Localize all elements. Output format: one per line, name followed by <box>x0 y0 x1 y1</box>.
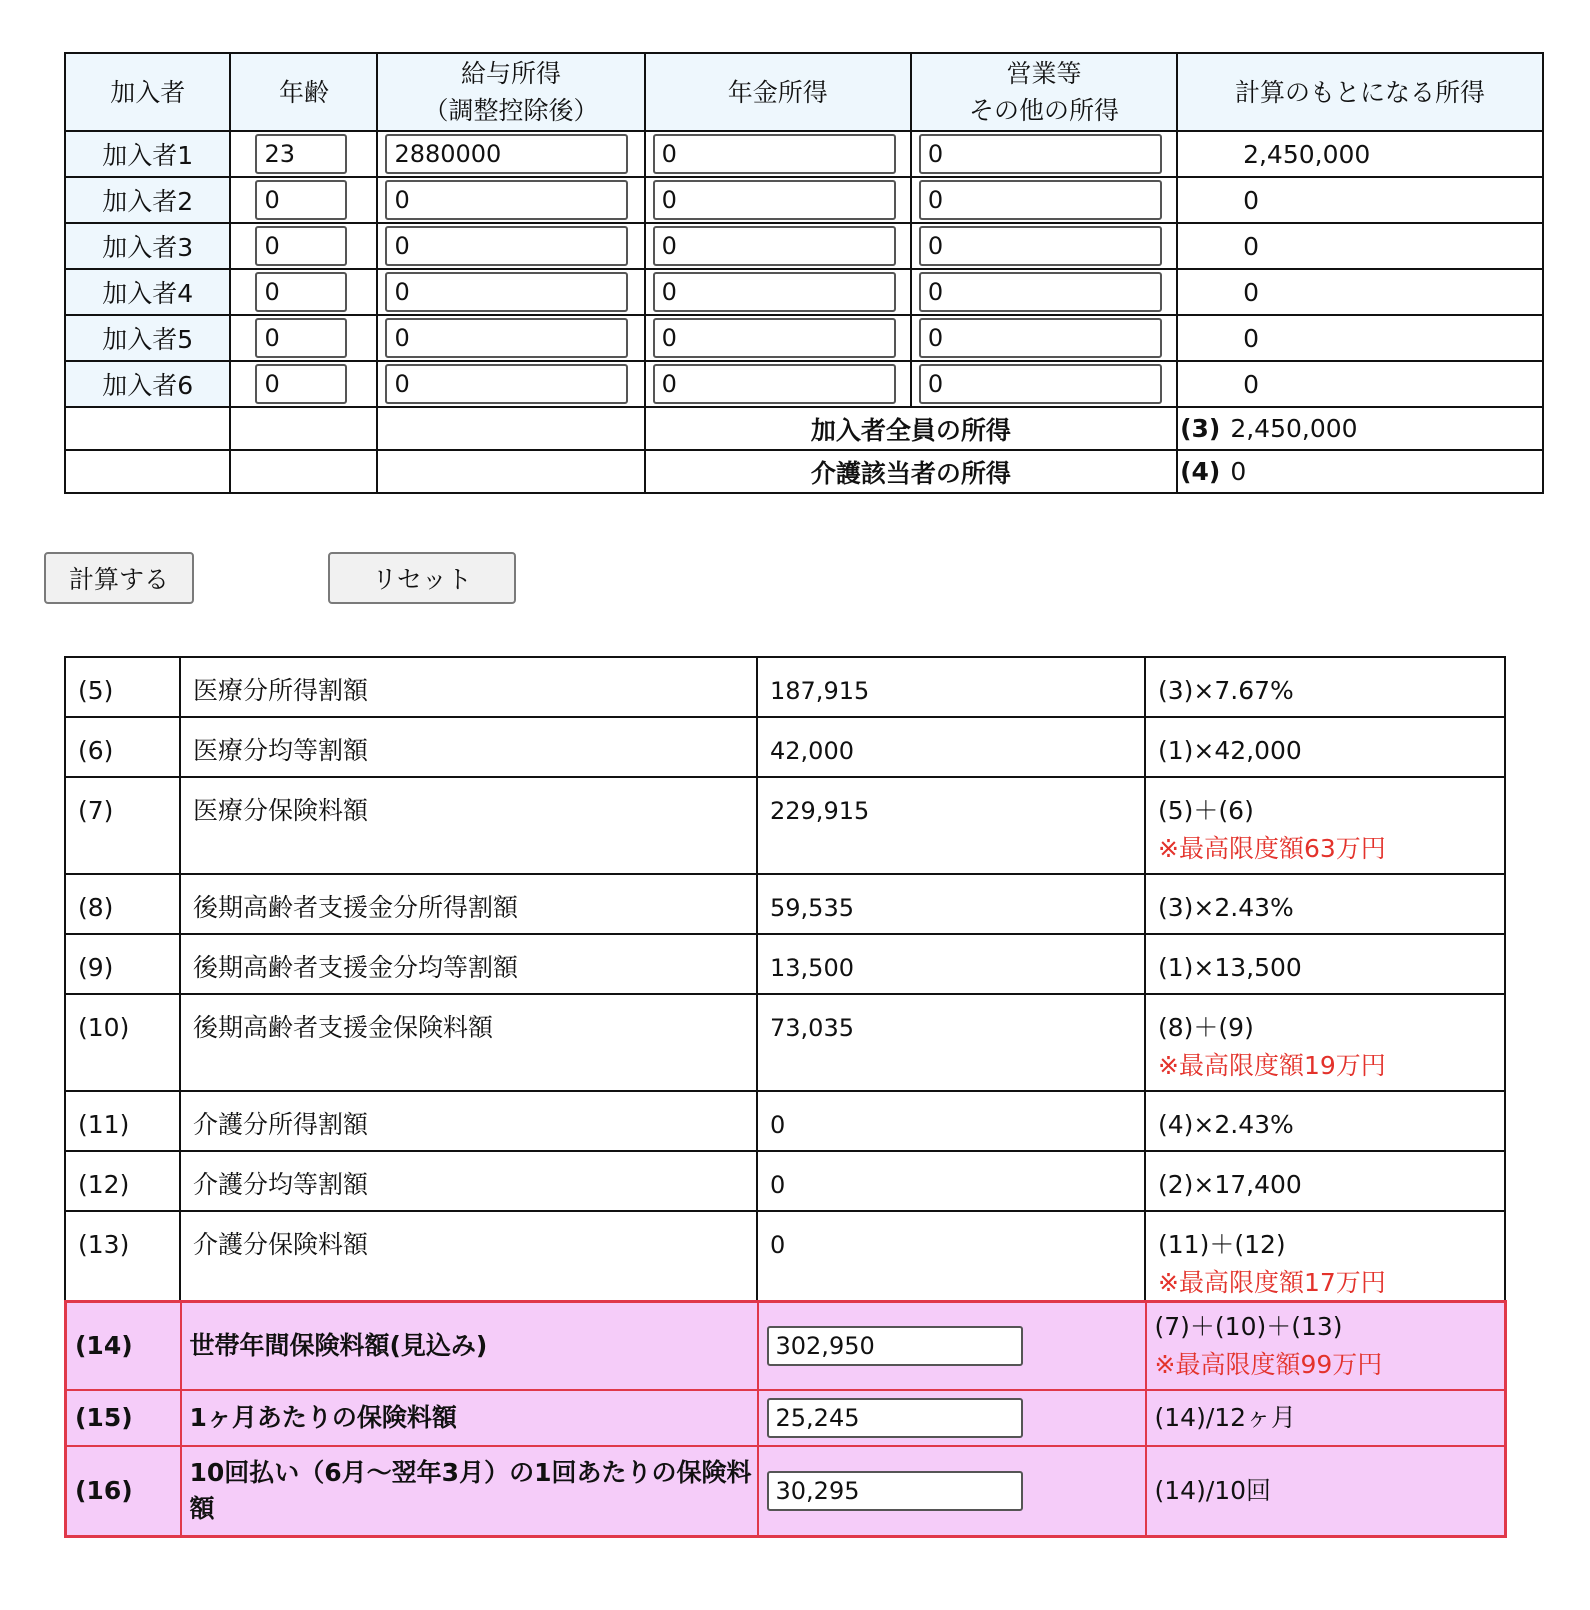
summary-label: 10回払い（6月～翌年3月）の1回あたりの保険料額 <box>181 1446 758 1537</box>
summary-value-cell <box>758 1390 1146 1446</box>
summary-label: 世帯年間保険料額(見込み) <box>181 1302 758 1391</box>
base-income-value: 0 <box>1177 315 1543 361</box>
total-label: 加入者全員の所得 <box>645 407 1177 450</box>
base-income-value: 2,450,000 <box>1177 131 1543 177</box>
result-formula-cell <box>1145 777 1505 874</box>
result-label: 医療分均等割額 <box>180 717 757 777</box>
result-formula: (2)×17,400 <box>1158 1170 1302 1199</box>
annual-premium-output[interactable] <box>767 1326 1023 1366</box>
salary-input[interactable] <box>385 364 628 404</box>
header-member: 加入者 <box>65 53 230 131</box>
member-name: 加入者1 <box>65 131 230 177</box>
total-row-care <box>65 450 1543 493</box>
pension-input[interactable] <box>653 364 896 404</box>
member-row <box>65 131 1543 177</box>
result-value: 229,915 <box>757 777 1145 874</box>
salary-input[interactable] <box>385 272 628 312</box>
salary-input[interactable] <box>385 180 628 220</box>
result-value: 187,915 <box>757 657 1145 717</box>
total-value-cell <box>1177 450 1543 493</box>
pension-input[interactable] <box>653 272 896 312</box>
empty-cell <box>377 450 644 493</box>
result-number: (13) <box>65 1211 180 1308</box>
summary-formula: (7)＋(10)＋(13) <box>1154 1312 1343 1341</box>
result-label: 介護分保険料額 <box>180 1211 757 1308</box>
age-input[interactable] <box>255 318 347 358</box>
header-business-income: 営業等 その他の所得 <box>911 53 1177 131</box>
limit-note: ※最高限度額99万円 <box>1154 1350 1383 1379</box>
monthly-premium-output[interactable] <box>767 1398 1023 1438</box>
summary-formula-cell <box>1146 1446 1506 1537</box>
total-value: 0 <box>1230 457 1247 486</box>
result-value: 42,000 <box>757 717 1145 777</box>
result-number: (9) <box>65 934 180 994</box>
age-input[interactable] <box>255 134 347 174</box>
result-value: 0 <box>757 1151 1145 1211</box>
result-row <box>65 1091 1505 1151</box>
summary-row <box>66 1446 1506 1537</box>
summary-number: (15) <box>66 1390 181 1446</box>
income-header-row <box>65 53 1543 131</box>
pension-input[interactable] <box>653 180 896 220</box>
result-number: (8) <box>65 874 180 934</box>
member-row <box>65 269 1543 315</box>
result-formula: (4)×2.43% <box>1158 1110 1294 1139</box>
result-value: 59,535 <box>757 874 1145 934</box>
summary-number: (14) <box>66 1302 181 1391</box>
result-value: 0 <box>757 1091 1145 1151</box>
empty-cell <box>65 407 230 450</box>
result-label: 後期高齢者支援金保険料額 <box>180 994 757 1091</box>
business-input[interactable] <box>919 318 1162 358</box>
result-row <box>65 777 1505 874</box>
result-label: 後期高齢者支援金分均等割額 <box>180 934 757 994</box>
limit-note: ※最高限度額19万円 <box>1158 1051 1386 1080</box>
summary-table <box>64 1300 1507 1538</box>
result-row <box>65 934 1505 994</box>
summary-value-cell <box>758 1446 1146 1537</box>
age-input[interactable] <box>255 272 347 312</box>
summary-value-cell <box>758 1302 1146 1391</box>
result-row <box>65 657 1505 717</box>
member-name: 加入者6 <box>65 361 230 407</box>
result-formula: (5)＋(6) <box>1158 796 1254 825</box>
total-value: 2,450,000 <box>1230 414 1358 443</box>
salary-input[interactable] <box>385 226 628 266</box>
summary-formula: (14)/10回 <box>1154 1476 1272 1505</box>
total-value-cell <box>1177 407 1543 450</box>
base-income-value: 0 <box>1177 223 1543 269</box>
business-input[interactable] <box>919 226 1162 266</box>
result-number: (12) <box>65 1151 180 1211</box>
income-table <box>64 52 1544 494</box>
business-input[interactable] <box>919 272 1162 312</box>
base-income-value: 0 <box>1177 269 1543 315</box>
result-number: (10) <box>65 994 180 1091</box>
limit-note: ※最高限度額17万円 <box>1158 1268 1386 1297</box>
result-formula-cell <box>1145 1151 1505 1211</box>
result-label: 介護分所得割額 <box>180 1091 757 1151</box>
result-label: 医療分所得割額 <box>180 657 757 717</box>
result-row <box>65 1211 1505 1308</box>
result-formula-cell <box>1145 1211 1505 1308</box>
result-row <box>65 874 1505 934</box>
pension-input[interactable] <box>653 134 896 174</box>
summary-number: (16) <box>66 1446 181 1537</box>
result-formula: (3)×7.67% <box>1158 676 1294 705</box>
header-pension-income: 年金所得 <box>645 53 911 131</box>
result-number: (11) <box>65 1091 180 1151</box>
result-value: 13,500 <box>757 934 1145 994</box>
empty-cell <box>65 450 230 493</box>
empty-cell <box>230 407 377 450</box>
member-row <box>65 361 1543 407</box>
header-age: 年齢 <box>230 53 377 131</box>
result-formula-cell <box>1145 657 1505 717</box>
salary-input[interactable] <box>385 318 628 358</box>
summary-label: 1ヶ月あたりの保険料額 <box>181 1390 758 1446</box>
result-formula: (8)＋(9) <box>1158 1013 1254 1042</box>
member-name: 加入者2 <box>65 177 230 223</box>
result-formula: (1)×13,500 <box>1158 953 1302 982</box>
pension-input[interactable] <box>653 226 896 266</box>
base-income-value: 0 <box>1177 177 1543 223</box>
result-table <box>64 656 1506 1309</box>
result-value: 0 <box>757 1211 1145 1308</box>
member-row <box>65 223 1543 269</box>
total-tag: (4) <box>1180 457 1221 486</box>
result-formula-cell <box>1145 717 1505 777</box>
pension-input[interactable] <box>653 318 896 358</box>
empty-cell <box>377 407 644 450</box>
result-label: 後期高齢者支援金分所得割額 <box>180 874 757 934</box>
result-formula-cell <box>1145 1091 1505 1151</box>
result-formula-cell <box>1145 874 1505 934</box>
header-salary-income: 給与所得 （調整控除後） <box>377 53 644 131</box>
total-label: 介護該当者の所得 <box>645 450 1177 493</box>
empty-cell <box>230 450 377 493</box>
result-label: 医療分保険料額 <box>180 777 757 874</box>
result-formula: (11)＋(12) <box>1158 1230 1286 1259</box>
member-name: 加入者5 <box>65 315 230 361</box>
result-number: (7) <box>65 777 180 874</box>
result-formula: (3)×2.43% <box>1158 893 1294 922</box>
age-input[interactable] <box>255 226 347 266</box>
result-formula: (1)×42,000 <box>1158 736 1302 765</box>
result-row <box>65 717 1505 777</box>
summary-formula: (14)/12ヶ月 <box>1154 1403 1297 1432</box>
business-input[interactable] <box>919 180 1162 220</box>
salary-input[interactable] <box>385 134 628 174</box>
base-income-value: 0 <box>1177 361 1543 407</box>
total-row-all <box>65 407 1543 450</box>
result-row <box>65 1151 1505 1211</box>
result-formula-cell <box>1145 994 1505 1091</box>
summary-row <box>66 1390 1506 1446</box>
member-name: 加入者4 <box>65 269 230 315</box>
summary-formula-cell <box>1146 1302 1506 1391</box>
summary-formula-cell <box>1146 1390 1506 1446</box>
summary-row <box>66 1302 1506 1391</box>
result-number: (6) <box>65 717 180 777</box>
result-formula-cell <box>1145 934 1505 994</box>
age-input[interactable] <box>255 180 347 220</box>
business-input[interactable] <box>919 134 1162 174</box>
member-row <box>65 177 1543 223</box>
member-name: 加入者3 <box>65 223 230 269</box>
installment-premium-output[interactable] <box>767 1471 1023 1511</box>
result-number: (5) <box>65 657 180 717</box>
limit-note: ※最高限度額63万円 <box>1158 834 1386 863</box>
result-value: 73,035 <box>757 994 1145 1091</box>
age-input[interactable] <box>255 364 347 404</box>
reset-button[interactable]: リセット <box>328 552 516 604</box>
member-row <box>65 315 1543 361</box>
result-label: 介護分均等割額 <box>180 1151 757 1211</box>
result-row <box>65 994 1505 1091</box>
business-input[interactable] <box>919 364 1162 404</box>
total-tag: (3) <box>1180 414 1221 443</box>
calculate-button[interactable]: 計算する <box>44 552 194 604</box>
header-base-income: 計算のもとになる所得 <box>1177 53 1543 131</box>
